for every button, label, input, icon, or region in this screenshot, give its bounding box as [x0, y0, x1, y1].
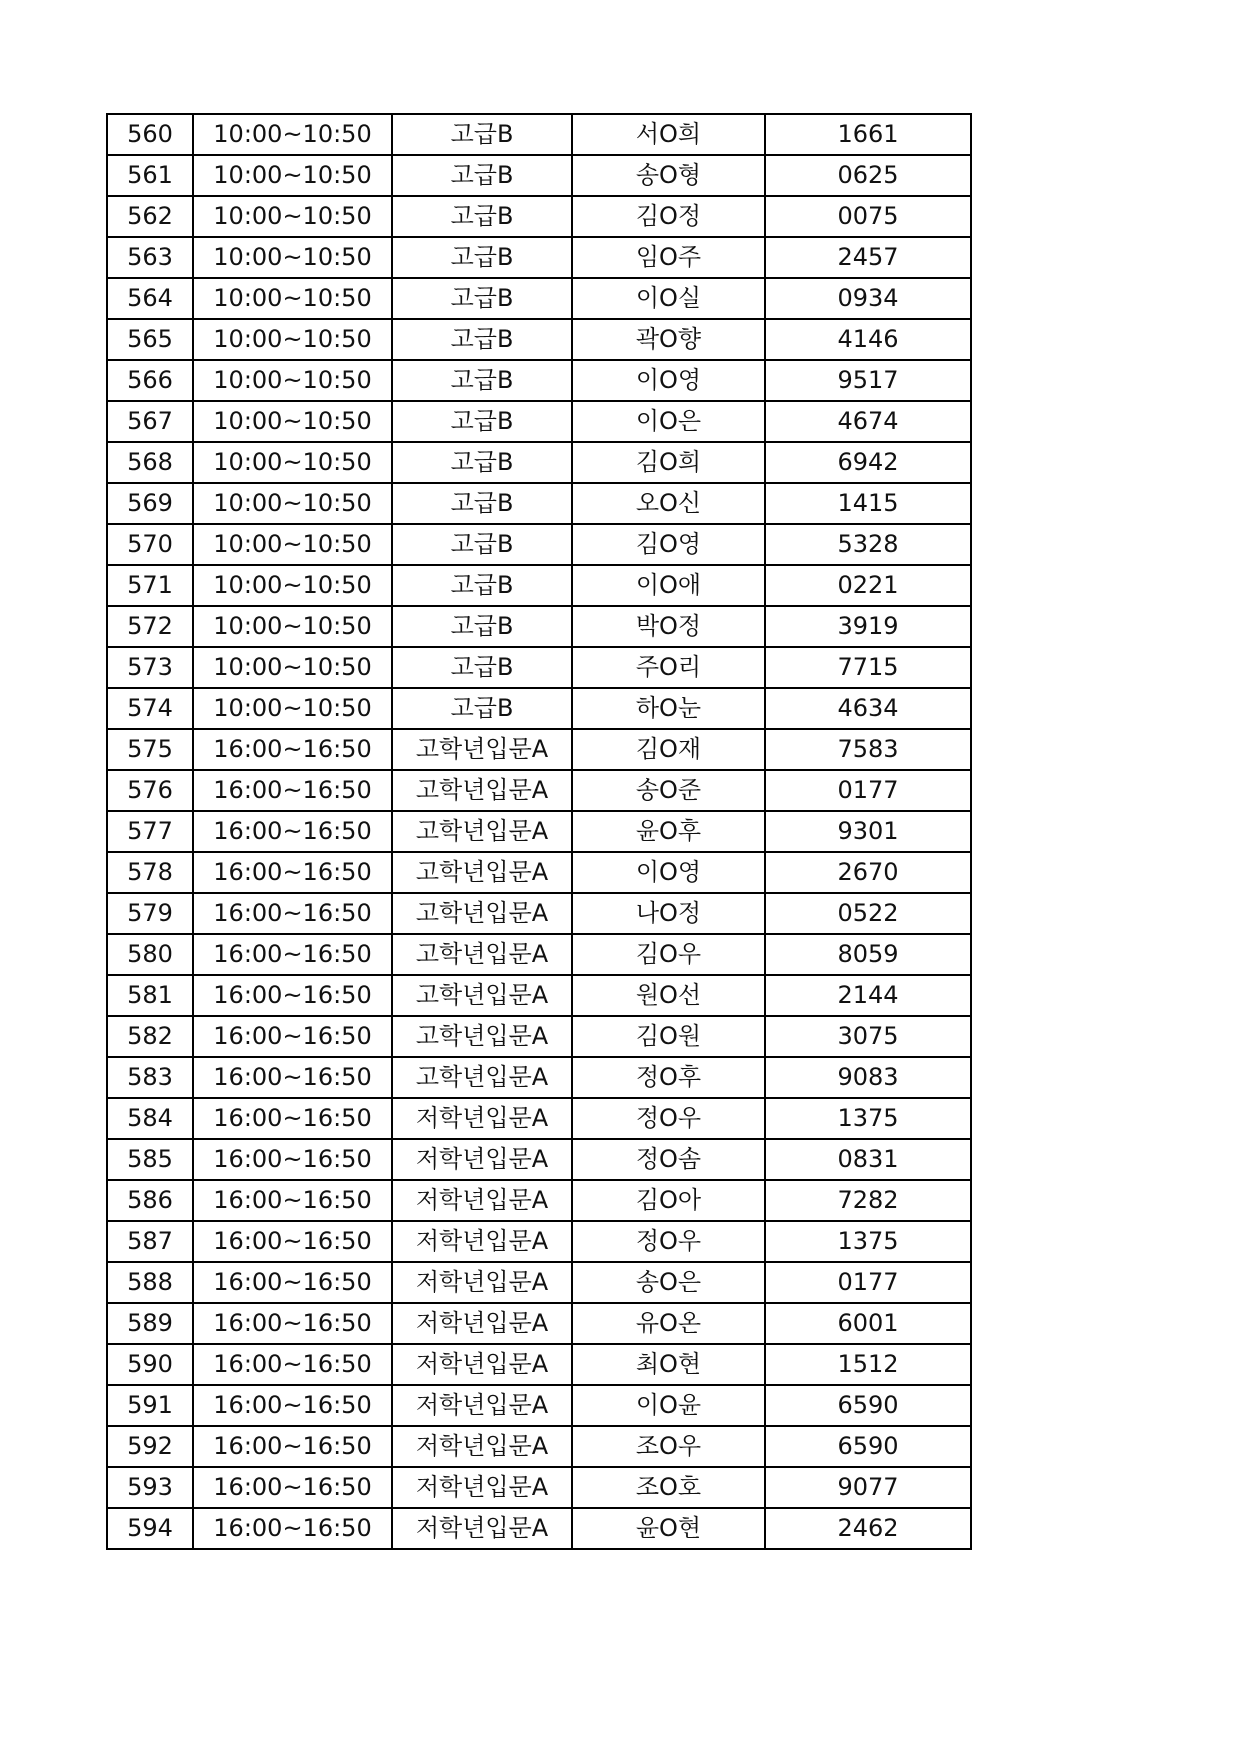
id-code-cell: 2457 — [765, 237, 971, 278]
student-name-cell: 나O정 — [572, 893, 765, 934]
student-name-cell: 임O주 — [572, 237, 765, 278]
student-name-cell: 송O준 — [572, 770, 765, 811]
time-slot-cell: 16:00~16:50 — [193, 1262, 392, 1303]
student-name-cell: 박O정 — [572, 606, 765, 647]
student-name-cell: 원O선 — [572, 975, 765, 1016]
student-name-cell: 정O후 — [572, 1057, 765, 1098]
row-number-cell: 584 — [107, 1098, 193, 1139]
course-cell: 고급B — [392, 524, 572, 565]
id-code-cell: 6590 — [765, 1385, 971, 1426]
time-slot-cell: 10:00~10:50 — [193, 155, 392, 196]
course-cell: 고급B — [392, 360, 572, 401]
row-number-cell: 564 — [107, 278, 193, 319]
student-name-cell: 이O영 — [572, 360, 765, 401]
id-code-cell: 9301 — [765, 811, 971, 852]
student-name-cell: 정O솜 — [572, 1139, 765, 1180]
course-cell: 고학년입문A — [392, 975, 572, 1016]
row-number-cell: 591 — [107, 1385, 193, 1426]
table-row — [107, 114, 971, 155]
row-number-cell: 576 — [107, 770, 193, 811]
id-code-cell: 9077 — [765, 1467, 971, 1508]
row-number-cell: 592 — [107, 1426, 193, 1467]
row-number-cell: 585 — [107, 1139, 193, 1180]
row-number-cell: 590 — [107, 1344, 193, 1385]
time-slot-cell: 16:00~16:50 — [193, 1139, 392, 1180]
row-number-cell: 589 — [107, 1303, 193, 1344]
course-cell: 고급B — [392, 319, 572, 360]
course-cell: 고급B — [392, 442, 572, 483]
time-slot-cell: 16:00~16:50 — [193, 893, 392, 934]
student-name-cell: 최O현 — [572, 1344, 765, 1385]
row-number-cell: 594 — [107, 1508, 193, 1549]
time-slot-cell: 10:00~10:50 — [193, 278, 392, 319]
id-code-cell: 6590 — [765, 1426, 971, 1467]
time-slot-cell: 16:00~16:50 — [193, 1180, 392, 1221]
student-name-cell: 김O희 — [572, 442, 765, 483]
time-slot-cell: 10:00~10:50 — [193, 442, 392, 483]
row-number-cell: 573 — [107, 647, 193, 688]
row-number-cell: 562 — [107, 196, 193, 237]
table-row — [107, 606, 971, 647]
table-row — [107, 524, 971, 565]
id-code-cell: 0177 — [765, 1262, 971, 1303]
table-body — [107, 114, 971, 1549]
id-code-cell: 2144 — [765, 975, 971, 1016]
table-row — [107, 155, 971, 196]
id-code-cell: 4146 — [765, 319, 971, 360]
id-code-cell: 3919 — [765, 606, 971, 647]
id-code-cell: 3075 — [765, 1016, 971, 1057]
table-row — [107, 442, 971, 483]
course-cell: 고학년입문A — [392, 1057, 572, 1098]
time-slot-cell: 16:00~16:50 — [193, 1057, 392, 1098]
course-cell: 고급B — [392, 647, 572, 688]
course-cell: 고급B — [392, 606, 572, 647]
table-row — [107, 1057, 971, 1098]
course-cell: 고학년입문A — [392, 770, 572, 811]
course-cell: 저학년입문A — [392, 1262, 572, 1303]
student-name-cell: 김O정 — [572, 196, 765, 237]
table-row — [107, 1508, 971, 1549]
row-number-cell: 560 — [107, 114, 193, 155]
student-name-cell: 이O실 — [572, 278, 765, 319]
time-slot-cell: 10:00~10:50 — [193, 606, 392, 647]
id-code-cell: 5328 — [765, 524, 971, 565]
time-slot-cell: 16:00~16:50 — [193, 1467, 392, 1508]
table-row — [107, 1467, 971, 1508]
course-cell: 고학년입문A — [392, 1016, 572, 1057]
course-cell: 저학년입문A — [392, 1508, 572, 1549]
time-slot-cell: 16:00~16:50 — [193, 1098, 392, 1139]
course-cell: 저학년입문A — [392, 1467, 572, 1508]
student-name-cell: 김O재 — [572, 729, 765, 770]
time-slot-cell: 16:00~16:50 — [193, 1426, 392, 1467]
student-name-cell: 김O원 — [572, 1016, 765, 1057]
student-name-cell: 윤O현 — [572, 1508, 765, 1549]
id-code-cell: 4634 — [765, 688, 971, 729]
course-cell: 고학년입문A — [392, 893, 572, 934]
course-cell: 고급B — [392, 401, 572, 442]
id-code-cell: 4674 — [765, 401, 971, 442]
id-code-cell: 0831 — [765, 1139, 971, 1180]
table-row — [107, 852, 971, 893]
table-row — [107, 1303, 971, 1344]
row-number-cell: 586 — [107, 1180, 193, 1221]
row-number-cell: 571 — [107, 565, 193, 606]
id-code-cell: 0221 — [765, 565, 971, 606]
id-code-cell: 1375 — [765, 1221, 971, 1262]
time-slot-cell: 16:00~16:50 — [193, 770, 392, 811]
id-code-cell: 0934 — [765, 278, 971, 319]
id-code-cell: 9517 — [765, 360, 971, 401]
time-slot-cell: 10:00~10:50 — [193, 401, 392, 442]
table-row — [107, 1098, 971, 1139]
id-code-cell: 1661 — [765, 114, 971, 155]
row-number-cell: 583 — [107, 1057, 193, 1098]
time-slot-cell: 10:00~10:50 — [193, 114, 392, 155]
row-number-cell: 580 — [107, 934, 193, 975]
id-code-cell: 6001 — [765, 1303, 971, 1344]
student-name-cell: 이O윤 — [572, 1385, 765, 1426]
time-slot-cell: 16:00~16:50 — [193, 1344, 392, 1385]
student-name-cell: 이O영 — [572, 852, 765, 893]
table-row — [107, 401, 971, 442]
schedule-table — [106, 113, 972, 1550]
row-number-cell: 566 — [107, 360, 193, 401]
row-number-cell: 567 — [107, 401, 193, 442]
row-number-cell: 561 — [107, 155, 193, 196]
row-number-cell: 575 — [107, 729, 193, 770]
course-cell: 고급B — [392, 565, 572, 606]
id-code-cell: 0177 — [765, 770, 971, 811]
time-slot-cell: 16:00~16:50 — [193, 1508, 392, 1549]
time-slot-cell: 16:00~16:50 — [193, 811, 392, 852]
time-slot-cell: 10:00~10:50 — [193, 565, 392, 606]
row-number-cell: 574 — [107, 688, 193, 729]
table-row — [107, 483, 971, 524]
table-row — [107, 360, 971, 401]
row-number-cell: 569 — [107, 483, 193, 524]
row-number-cell: 563 — [107, 237, 193, 278]
student-name-cell: 김O아 — [572, 1180, 765, 1221]
row-number-cell: 581 — [107, 975, 193, 1016]
id-code-cell: 7715 — [765, 647, 971, 688]
time-slot-cell: 16:00~16:50 — [193, 729, 392, 770]
table-row — [107, 237, 971, 278]
time-slot-cell: 10:00~10:50 — [193, 360, 392, 401]
student-name-cell: 윤O후 — [572, 811, 765, 852]
row-number-cell: 578 — [107, 852, 193, 893]
row-number-cell: 588 — [107, 1262, 193, 1303]
table-row — [107, 811, 971, 852]
time-slot-cell: 10:00~10:50 — [193, 647, 392, 688]
student-name-cell: 하O눈 — [572, 688, 765, 729]
student-name-cell: 주O리 — [572, 647, 765, 688]
table-row — [107, 1344, 971, 1385]
time-slot-cell: 10:00~10:50 — [193, 483, 392, 524]
row-number-cell: 593 — [107, 1467, 193, 1508]
course-cell: 저학년입문A — [392, 1139, 572, 1180]
student-name-cell: 오O신 — [572, 483, 765, 524]
id-code-cell: 7282 — [765, 1180, 971, 1221]
row-number-cell: 570 — [107, 524, 193, 565]
id-code-cell: 9083 — [765, 1057, 971, 1098]
time-slot-cell: 16:00~16:50 — [193, 934, 392, 975]
id-code-cell: 7583 — [765, 729, 971, 770]
row-number-cell: 565 — [107, 319, 193, 360]
table-row — [107, 1180, 971, 1221]
student-name-cell: 김O영 — [572, 524, 765, 565]
student-name-cell: 정O우 — [572, 1221, 765, 1262]
schedule-sheet — [106, 113, 972, 1550]
table-row — [107, 975, 971, 1016]
id-code-cell: 1415 — [765, 483, 971, 524]
student-name-cell: 유O온 — [572, 1303, 765, 1344]
course-cell: 고급B — [392, 688, 572, 729]
student-name-cell: 조O호 — [572, 1467, 765, 1508]
row-number-cell: 587 — [107, 1221, 193, 1262]
student-name-cell: 이O애 — [572, 565, 765, 606]
table-row — [107, 1139, 971, 1180]
student-name-cell: 김O우 — [572, 934, 765, 975]
table-row — [107, 934, 971, 975]
time-slot-cell: 16:00~16:50 — [193, 975, 392, 1016]
course-cell: 고학년입문A — [392, 852, 572, 893]
id-code-cell: 0522 — [765, 893, 971, 934]
table-row — [107, 319, 971, 360]
table-row — [107, 688, 971, 729]
table-row — [107, 1385, 971, 1426]
student-name-cell: 조O우 — [572, 1426, 765, 1467]
id-code-cell: 0625 — [765, 155, 971, 196]
table-row — [107, 1016, 971, 1057]
course-cell: 저학년입문A — [392, 1426, 572, 1467]
student-name-cell: 송O은 — [572, 1262, 765, 1303]
course-cell: 고급B — [392, 278, 572, 319]
student-name-cell: 송O형 — [572, 155, 765, 196]
course-cell: 고급B — [392, 155, 572, 196]
course-cell: 고학년입문A — [392, 934, 572, 975]
id-code-cell: 8059 — [765, 934, 971, 975]
time-slot-cell: 10:00~10:50 — [193, 688, 392, 729]
course-cell: 저학년입문A — [392, 1098, 572, 1139]
time-slot-cell: 16:00~16:50 — [193, 1385, 392, 1426]
time-slot-cell: 10:00~10:50 — [193, 319, 392, 360]
course-cell: 고학년입문A — [392, 729, 572, 770]
course-cell: 저학년입문A — [392, 1221, 572, 1262]
id-code-cell: 2670 — [765, 852, 971, 893]
id-code-cell: 1375 — [765, 1098, 971, 1139]
row-number-cell: 582 — [107, 1016, 193, 1057]
row-number-cell: 568 — [107, 442, 193, 483]
course-cell: 고급B — [392, 237, 572, 278]
course-cell: 고급B — [392, 196, 572, 237]
table-row — [107, 1426, 971, 1467]
id-code-cell: 0075 — [765, 196, 971, 237]
id-code-cell: 1512 — [765, 1344, 971, 1385]
time-slot-cell: 10:00~10:50 — [193, 196, 392, 237]
time-slot-cell: 16:00~16:50 — [193, 1016, 392, 1057]
time-slot-cell: 10:00~10:50 — [193, 524, 392, 565]
row-number-cell: 577 — [107, 811, 193, 852]
course-cell: 저학년입문A — [392, 1180, 572, 1221]
table-row — [107, 729, 971, 770]
table-row — [107, 196, 971, 237]
course-cell: 고급B — [392, 483, 572, 524]
table-row — [107, 1221, 971, 1262]
course-cell: 저학년입문A — [392, 1344, 572, 1385]
course-cell: 고급B — [392, 114, 572, 155]
time-slot-cell: 10:00~10:50 — [193, 237, 392, 278]
student-name-cell: 곽O향 — [572, 319, 765, 360]
table-row — [107, 647, 971, 688]
table-row — [107, 1262, 971, 1303]
student-name-cell: 서O희 — [572, 114, 765, 155]
row-number-cell: 579 — [107, 893, 193, 934]
time-slot-cell: 16:00~16:50 — [193, 1303, 392, 1344]
student-name-cell: 정O우 — [572, 1098, 765, 1139]
course-cell: 저학년입문A — [392, 1303, 572, 1344]
id-code-cell: 2462 — [765, 1508, 971, 1549]
student-name-cell: 이O은 — [572, 401, 765, 442]
table-row — [107, 565, 971, 606]
row-number-cell: 572 — [107, 606, 193, 647]
course-cell: 고학년입문A — [392, 811, 572, 852]
table-row — [107, 278, 971, 319]
table-row — [107, 893, 971, 934]
time-slot-cell: 16:00~16:50 — [193, 1221, 392, 1262]
course-cell: 저학년입문A — [392, 1385, 572, 1426]
table-row — [107, 770, 971, 811]
id-code-cell: 6942 — [765, 442, 971, 483]
time-slot-cell: 16:00~16:50 — [193, 852, 392, 893]
